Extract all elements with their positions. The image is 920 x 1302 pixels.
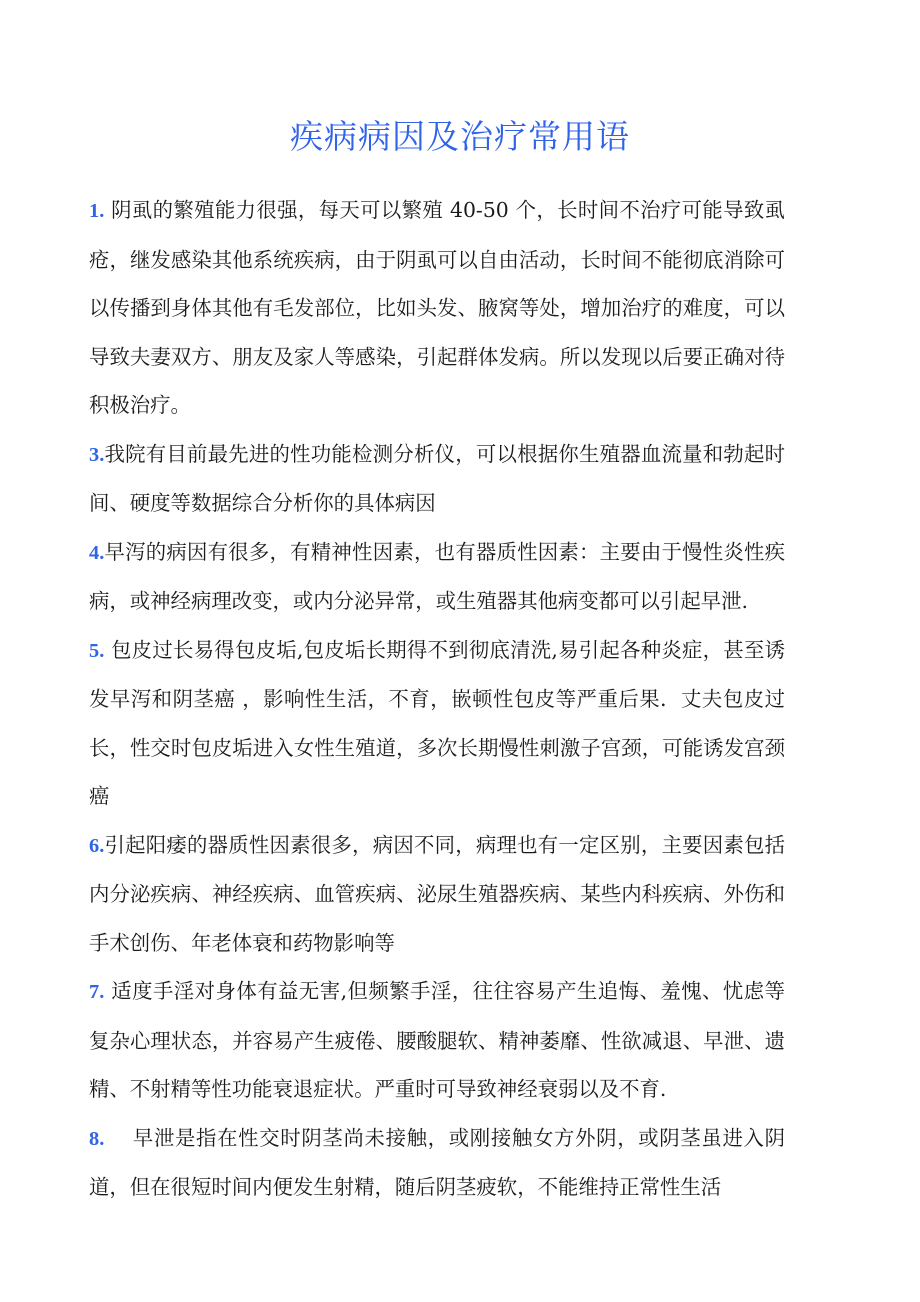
item-number: 3. xyxy=(89,443,105,466)
item-text: 引起阳痿的器质性因素很多，病因不同，病理也有一定区别，主要因素包括内分泌疾病、神经疾病、血管疾病、泌尿生殖器疾病、某些内科疾病、外伤和手术创伤、年老体衰和药物影响等 xyxy=(89,832,785,955)
item-number: 8. xyxy=(89,1127,105,1150)
paragraph-item-5 xyxy=(89,626,785,821)
item-number: 5. xyxy=(89,639,105,662)
item-number: 4. xyxy=(89,541,105,564)
item-text: 早泄是指在性交时阴茎尚未接触，或刚接触女方外阴，或阴茎虽进入阴道，但在很短时间内便发生射精，随后阴茎疲软，不能维持正常性生活 xyxy=(89,1125,785,1199)
paragraph-item-8 xyxy=(89,1114,785,1212)
document-title: 疾病病因及治疗常用语 xyxy=(290,117,630,156)
item-text: 包皮过长易得包皮垢,包皮垢长期得不到彻底清洗,易引起各种炎症，甚至诱发早泻和阴茎癌 ，影响性生活，不育，嵌顿性包皮等严重后果．丈夫包皮过长，性交时包皮垢进入女性生殖道，多次长期慢性刺激子宫颈，可能诱发宫颈癌 xyxy=(89,637,785,808)
item-text: 适度手淫对身体有益无害,但频繁手淫，往往容易产生追悔、羞愧、忧虑等复杂心理状态，并容易产生疲倦、腰酸腿软、精神萎靡、性欲减退、早泄、遗精、不射精等性功能衰退症状。严重时可导致神经衰弱以及不育. xyxy=(89,979,785,1101)
paragraph-item-4 xyxy=(89,528,785,626)
item-text: 阴虱的繁殖能力很强，每天可以繁殖 40-50 个，长时间不治疗可能导致虱疮，继发感染其他系统疾病，由于阴虱可以自由活动，长时间不能彻底消除可以传播到身体其他有毛发部位，比如头发、腋窝等处，增加治疗的难度，可以导致夫妻双方、朋友及家人等感染，引起群体发病。所以发现以后要正确对待积极治疗。 xyxy=(89,198,785,417)
paragraph-item-6 xyxy=(89,821,785,968)
paragraph-item-3 xyxy=(89,430,785,528)
item-text: 早泻的病因有很多，有精神性因素，也有器质性因素：主要由于慢性炎性疾病，或神经病理改变，或内分泌异常，或生殖器其他病变都可以引起早泄. xyxy=(89,539,785,613)
item-number: 7. xyxy=(89,981,105,1003)
item-number: 6. xyxy=(89,834,105,857)
paragraph-item-1 xyxy=(89,186,785,430)
item-number: 1. xyxy=(89,200,105,222)
document-body xyxy=(89,186,785,1212)
paragraph-item-7 xyxy=(89,967,785,1114)
item-text: 我院有目前最先进的性功能检测分析仪，可以根据你生殖器血流量和勃起时间、硬度等数据综合分析你的具体病因 xyxy=(89,441,785,515)
